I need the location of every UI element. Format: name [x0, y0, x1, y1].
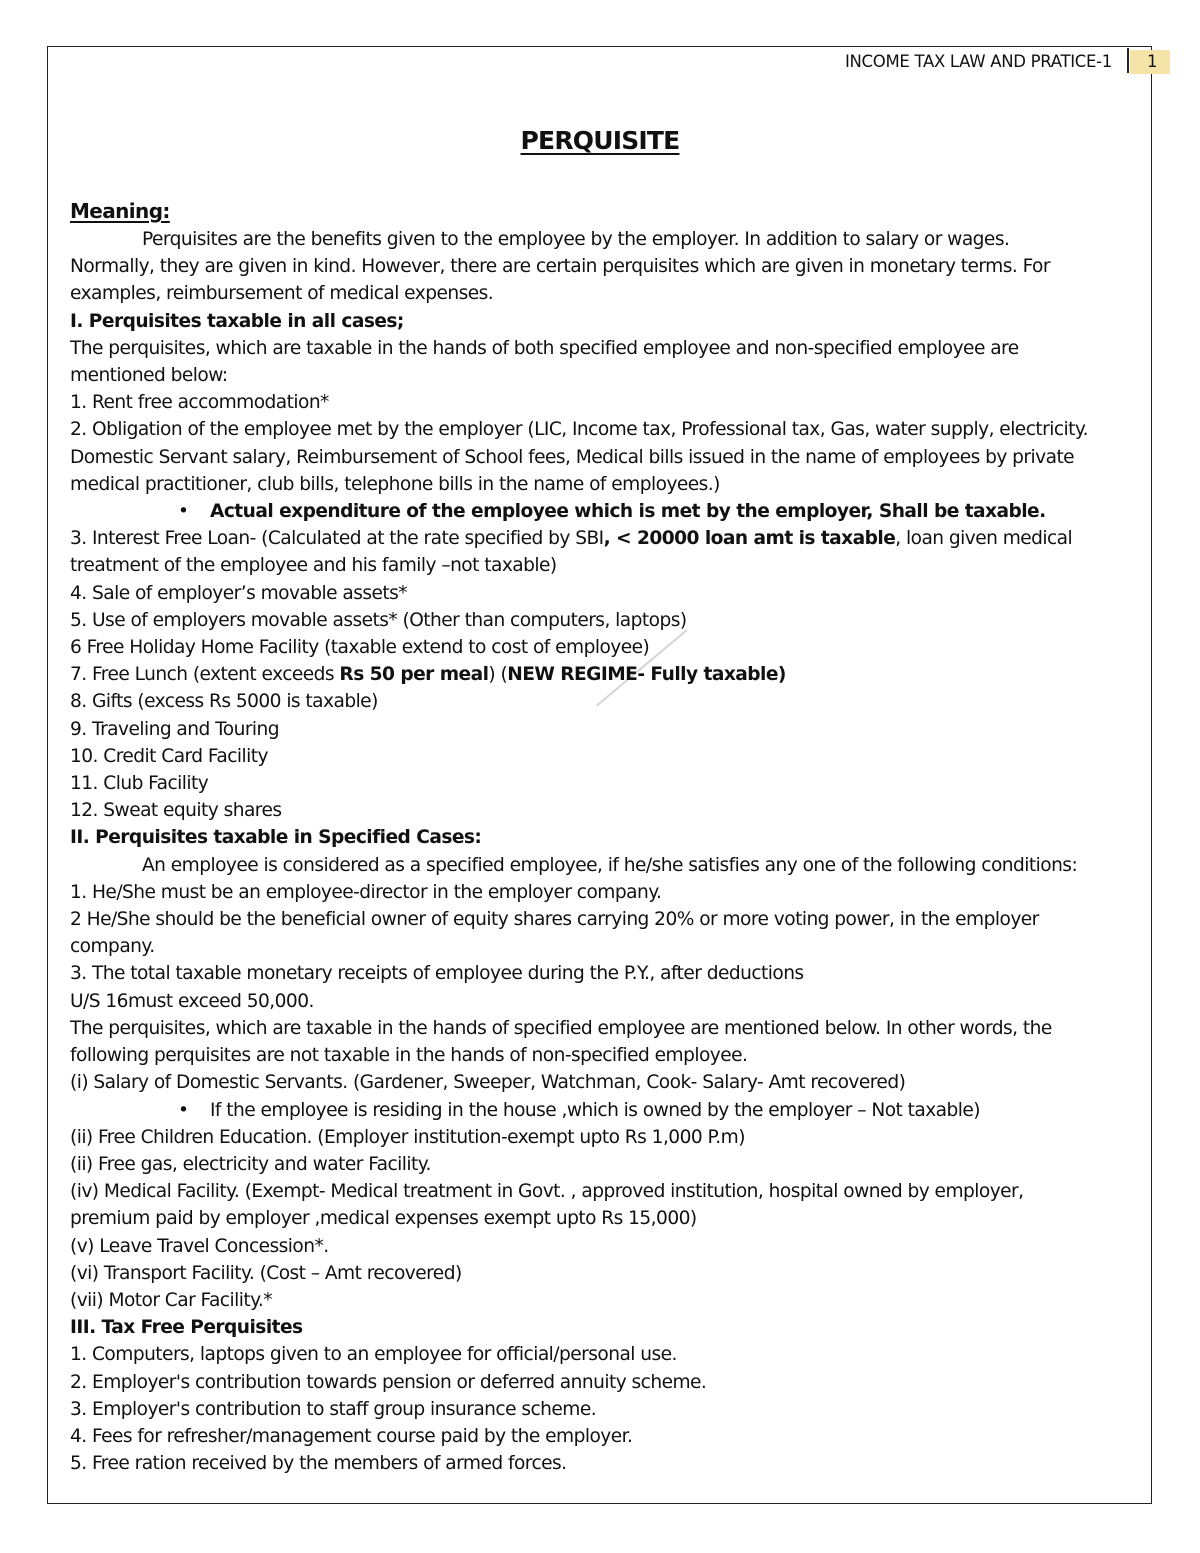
list-item: (i) Salary of Domestic Servants. (Gardener, Sweeper, Watchman, Cook- Salary- Amt recovered): [70, 1072, 906, 1094]
condition-item: 2 He/She should be the beneficial owner of equity shares carrying 20% or more voting power, in the employer: [70, 909, 1039, 931]
running-header: INCOME TAX LAW AND PRATICE-1: [844, 52, 1112, 71]
list-item: 5. Use of employers movable assets* (Other than computers, laptops): [70, 609, 687, 631]
header-separator: [1127, 48, 1129, 73]
paragraph-line: following perquisites are not taxable in the hands of non-specified employee.: [70, 1045, 748, 1067]
bullet-icon: •: [178, 501, 189, 523]
condition-item-continuation: U/S 16must exceed 50,000.: [70, 990, 314, 1012]
list-item-text: 7. Free Lunch (extent exceeds: [70, 664, 340, 686]
list-item: (ii) Free Children Education. (Employer institution-exempt upto Rs 1,000 P.m): [70, 1126, 745, 1148]
list-item: 12. Sweat equity shares: [70, 800, 282, 822]
list-item-continuation: treatment of the employee and his family –not taxable): [70, 555, 557, 577]
meaning-heading: Meaning:: [70, 199, 170, 223]
meaning-line: examples, reimbursement of medical expenses.: [70, 283, 494, 305]
section-heading-taxable-all: I. Perquisites taxable in all cases;: [70, 310, 404, 332]
list-item: 1. Rent free accommodation*: [70, 392, 329, 414]
meaning-line: Perquisites are the benefits given to the employee by the employer. In addition to salary or wages.: [142, 229, 1010, 250]
list-item-text: 3. Interest Free Loan- (Calculated at the rate specified by SBI: [70, 528, 604, 550]
emphasis-text: , < 20000 loan amt is taxable: [603, 528, 896, 550]
bullet-point: [70, 498, 1135, 525]
list-item: 2. Obligation of the employee met by the employer (LIC, Income tax, Professional tax, Gas, water supply, electricity.: [70, 419, 1089, 441]
bullet-text: Actual expenditure of the employee which is met by the employer, Shall be taxable.: [210, 501, 1046, 523]
list-item: (vii) Motor Car Facility.*: [70, 1289, 272, 1311]
list-item-text: , loan given medical: [895, 528, 1073, 550]
list-item-text: ) (: [488, 664, 508, 686]
emphasis-text: NEW REGIME- Fully taxable): [507, 664, 786, 686]
list-item-continuation: Domestic Servant salary, Reimbursement of School fees, Medical bills issued in the name of employees by private: [70, 446, 1075, 468]
list-item: 4. Fees for refresher/management course paid by the employer.: [70, 1425, 633, 1447]
list-item: 8. Gifts (excess Rs 5000 is taxable): [70, 691, 378, 713]
section-heading-tax-free: III. Tax Free Perquisites: [70, 1317, 303, 1339]
section-intro-line: The perquisites, which are taxable in the hands of both specified employee and non-specified employee are: [70, 337, 1019, 359]
list-item: [70, 661, 1135, 688]
page-title: PERQUISITE: [520, 126, 680, 155]
list-item: (v) Leave Travel Concession*.: [70, 1235, 329, 1257]
list-item-continuation: medical practitioner, club bills, telephone bills in the name of employees.): [70, 473, 720, 495]
bullet-icon: •: [178, 1099, 189, 1121]
section-intro-line: mentioned below:: [70, 365, 228, 387]
list-item: [70, 525, 1135, 552]
bullet-point: [70, 1097, 1135, 1124]
list-item: 5. Free ration received by the members of armed forces.: [70, 1453, 567, 1475]
document-body: [70, 196, 1135, 1477]
list-item: 1. Computers, laptops given to an employee for official/personal use.: [70, 1344, 677, 1366]
list-item: (iv) Medical Facility. (Exempt- Medical treatment in Govt. , approved institution, hospital owned by employer,: [70, 1181, 1024, 1203]
condition-item: 1. He/She must be an employee-director in the employer company.: [70, 881, 662, 903]
condition-item-continuation: company.: [70, 936, 155, 958]
section-heading-specified-cases: II. Perquisites taxable in Specified Cases:: [70, 827, 482, 849]
list-item: (ii) Free gas, electricity and water Facility.: [70, 1153, 431, 1175]
condition-item: 3. The total taxable monetary receipts of employee during the P.Y., after deductions: [70, 963, 804, 985]
list-item: (vi) Transport Facility. (Cost – Amt recovered): [70, 1262, 462, 1284]
list-item: 2. Employer's contribution towards pension or deferred annuity scheme.: [70, 1371, 707, 1393]
paragraph-line: The perquisites, which are taxable in the hands of specified employee are mentioned below. In other words, the: [70, 1017, 1052, 1039]
list-item-continuation: premium paid by employer ,medical expenses exempt upto Rs 15,000): [70, 1208, 697, 1230]
section-intro-line: An employee is considered as a specified employee, if he/she satisfies any one of the following conditions:: [142, 854, 1078, 876]
bullet-text: If the employee is residing in the house ,which is owned by the employer – Not taxable): [210, 1099, 980, 1121]
list-item: 4. Sale of employer’s movable assets*: [70, 582, 408, 604]
list-item: 6 Free Holiday Home Facility (taxable extend to cost of employee): [70, 637, 650, 659]
list-item: 3. Employer's contribution to staff group insurance scheme.: [70, 1398, 597, 1420]
list-item: 11. Club Facility: [70, 773, 209, 795]
page-number: 1: [1130, 50, 1170, 74]
list-item: 9. Traveling and Touring: [70, 718, 280, 740]
list-item: 10. Credit Card Facility: [70, 745, 268, 767]
meaning-line: Normally, they are given in kind. However, there are certain perquisites which are given in monetary terms. For: [70, 256, 1050, 278]
emphasis-text: Rs 50 per meal: [339, 664, 489, 686]
